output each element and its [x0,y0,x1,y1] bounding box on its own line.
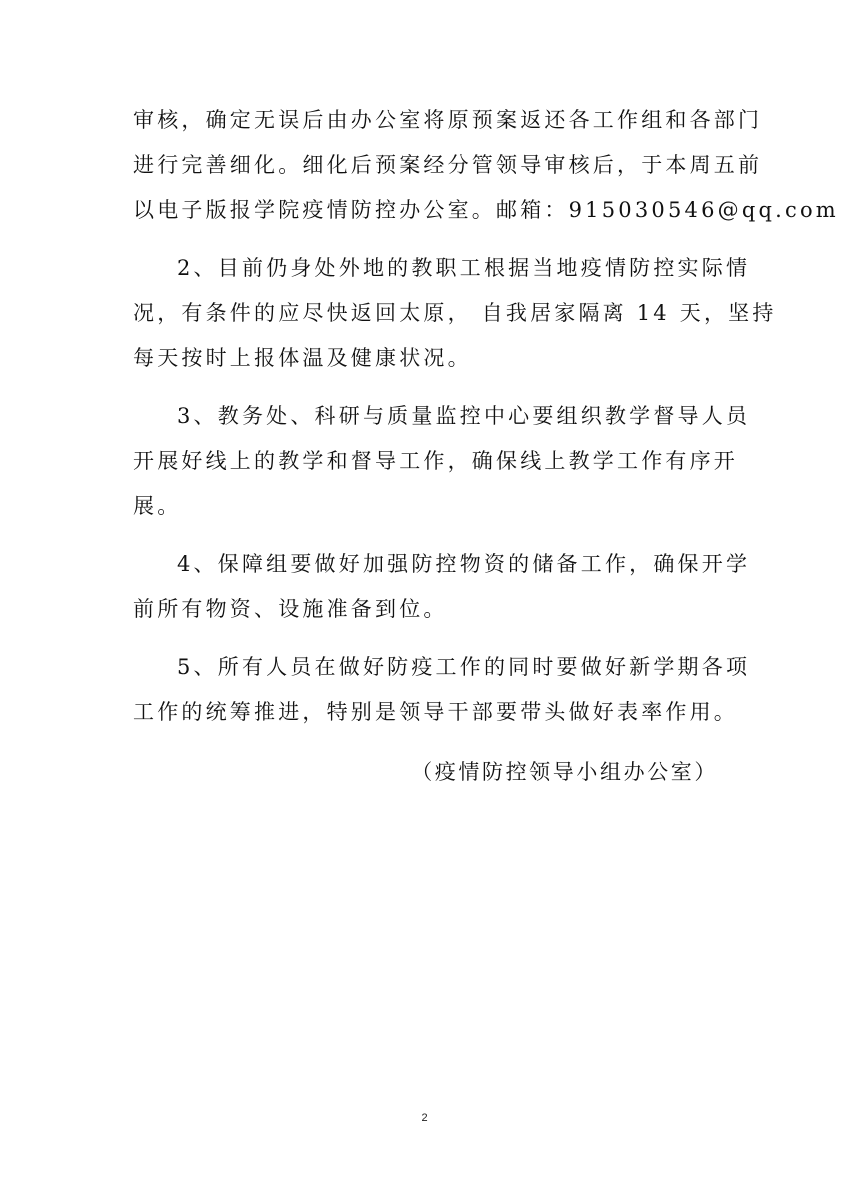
page-number: 2 [421,1112,428,1124]
paragraph-line: 5、所有人员在做好防疫工作的同时要做好新学期各项 [177,655,751,679]
paragraph-line: 2、目前仍身处外地的教职工根据当地疫情防控实际情 [177,256,751,280]
paragraph-line: 况，有条件的应尽快返回太原， 自我居家隔离 14 天，坚持 [133,301,777,325]
paragraph-line: 进行完善细化。细化后预案经分管领导审核后，于本周五前 [133,153,763,177]
paragraph-line: 前所有物资、设施准备到位。 [133,597,448,621]
paragraph-line: 审核，确定无误后由办公室将原预案返还各工作组和各部门 [133,108,763,132]
paragraph-spacer [133,529,723,542]
document-body [133,98,839,735]
paragraph-line: 3、教务处、科研与质量监控中心要组织教学督导人员 [177,404,751,428]
paragraph-spacer [133,632,723,645]
paragraph-line: 每天按时上报体温及健康状况。 [133,346,472,370]
paragraph-line: 4、保障组要做好加强防控物资的储备工作，确保开学 [177,552,751,576]
paragraph-line: 开展好线上的教学和督导工作，确保线上教学工作有序开 [133,449,738,473]
paragraph-line: 工作的统筹推进，特别是领导干部要带头做好表率作用。 [133,700,738,724]
paragraph-spacer [133,381,723,394]
paragraph-line: 以电子版报学院疫情防控办公室。邮箱：915030546@qq.com [133,198,839,222]
paragraph-spacer [133,233,723,246]
signature-line: （疫情防控领导小组办公室） [411,760,718,784]
paragraph-line: 展。 [133,494,182,518]
